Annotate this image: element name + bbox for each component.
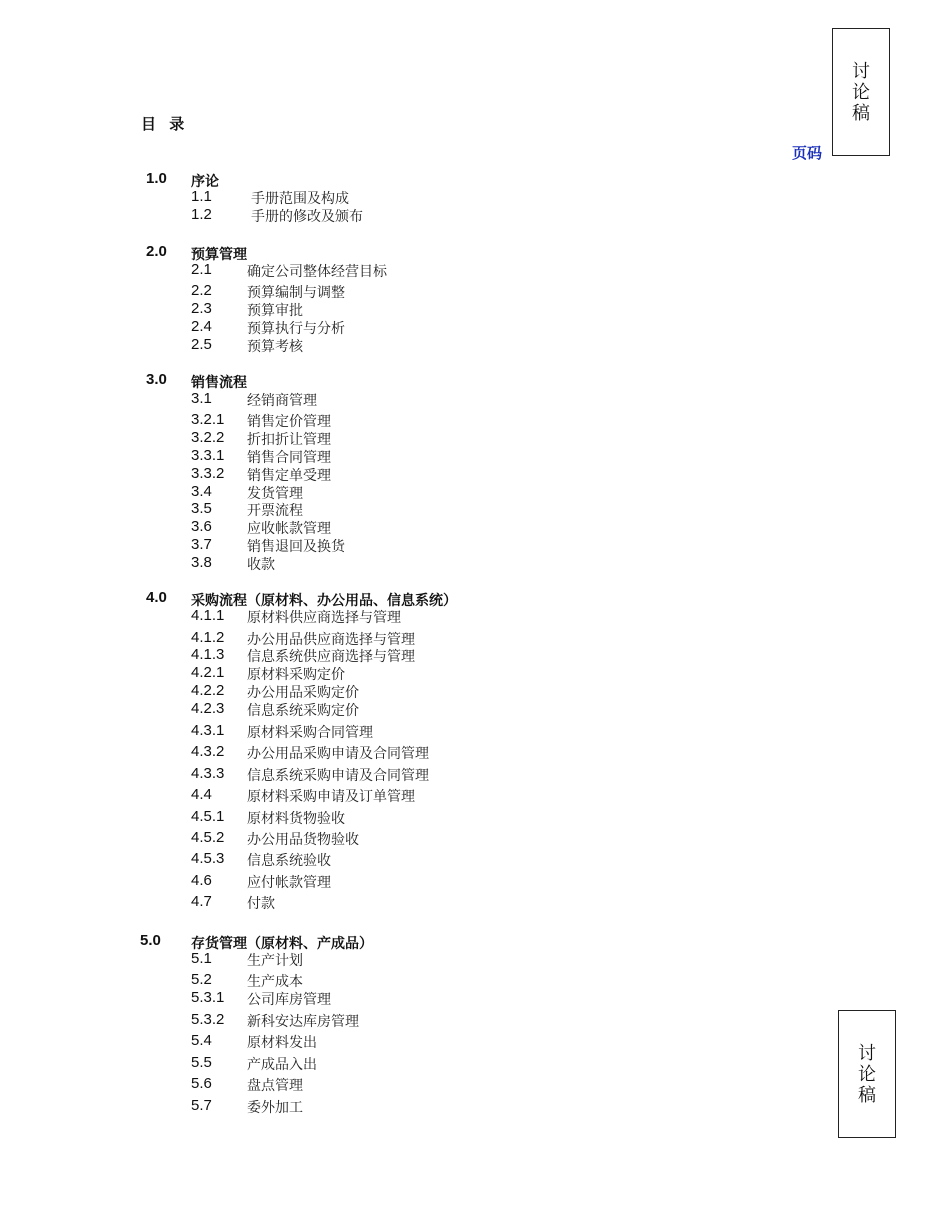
- entry-number: 2.2: [191, 282, 212, 299]
- entry-number: 5.3.1: [191, 989, 225, 1006]
- entry-number: 5.2: [191, 971, 212, 988]
- entry-number: 4.5.1: [191, 808, 225, 825]
- entry-label: 应收帐款管理: [247, 521, 331, 537]
- entry-number: 5.4: [191, 1032, 212, 1049]
- entry-number: 4.1.3: [191, 646, 225, 663]
- entry-label: 经销商管理: [247, 393, 317, 409]
- entry-label: 收款: [247, 557, 275, 573]
- entry-number: 5.6: [191, 1075, 212, 1092]
- entry-number: 3.3.2: [191, 465, 225, 482]
- draft-stamp-bottom: [838, 1010, 896, 1138]
- section-number: 2.0: [146, 243, 167, 260]
- section-title: 预算管理: [191, 247, 247, 263]
- entry-label: 生产成本: [247, 974, 303, 990]
- entry-label: 销售定单受理: [247, 468, 331, 484]
- entry-label: 生产计划: [247, 953, 303, 969]
- entry-label: 预算审批: [247, 303, 303, 319]
- section-number: 4.0: [146, 589, 167, 606]
- entry-number: 4.2.3: [191, 700, 225, 717]
- section-title: 存货管理（原材料、产成品）: [191, 936, 373, 952]
- entry-label: 公司库房管理: [247, 992, 331, 1008]
- entry-number: 4.5.3: [191, 850, 225, 867]
- entry-label: 销售退回及换货: [247, 539, 345, 555]
- entry-number: 4.3.2: [191, 743, 225, 760]
- entry-number: 4.2.2: [191, 682, 225, 699]
- entry-label: 预算编制与调整: [247, 285, 345, 301]
- entry-number: 4.1.1: [191, 607, 225, 624]
- entry-number: 1.1: [191, 188, 212, 205]
- entry-number: 3.6: [191, 518, 212, 535]
- entry-number: 2.4: [191, 318, 212, 335]
- entry-number: 4.3.1: [191, 722, 225, 739]
- section-number: 5.0: [140, 932, 161, 949]
- entry-number: 2.5: [191, 336, 212, 353]
- entry-label: 办公用品采购定价: [247, 685, 359, 701]
- entry-number: 4.5.2: [191, 829, 225, 846]
- entry-number: 4.3.3: [191, 765, 225, 782]
- stamp-char: 论: [858, 1063, 876, 1085]
- entry-number: 2.3: [191, 300, 212, 317]
- entry-number: 4.1.2: [191, 629, 225, 646]
- entry-number: 2.1: [191, 261, 212, 278]
- entry-label: 预算执行与分析: [247, 321, 345, 337]
- entry-number: 3.2.1: [191, 411, 225, 428]
- entry-label: 办公用品采购申请及合同管理: [247, 746, 429, 762]
- entry-number: 5.1: [191, 950, 212, 967]
- entry-number: 3.3.1: [191, 447, 225, 464]
- entry-number: 4.6: [191, 872, 212, 889]
- entry-number: 1.2: [191, 206, 212, 223]
- entry-label: 销售合同管理: [247, 450, 331, 466]
- draft-stamp-top: [832, 28, 890, 156]
- entry-number: 3.8: [191, 554, 212, 571]
- entry-label: 手册范围及构成: [251, 191, 349, 207]
- entry-label: 原材料采购合同管理: [247, 725, 373, 741]
- entry-label: 盘点管理: [247, 1078, 303, 1094]
- entry-label: 确定公司整体经营目标: [247, 264, 387, 280]
- section-number: 3.0: [146, 371, 167, 388]
- entry-number: 5.5: [191, 1054, 212, 1071]
- entry-label: 原材料货物验收: [247, 811, 345, 827]
- entry-number: 4.2.1: [191, 664, 225, 681]
- entry-label: 折扣折让管理: [247, 432, 331, 448]
- entry-number: 4.7: [191, 893, 212, 910]
- entry-label: 应付帐款管理: [247, 875, 331, 891]
- page-number-header: 页码: [792, 144, 823, 162]
- entry-number: 5.7: [191, 1097, 212, 1114]
- entry-label: 原材料发出: [247, 1035, 317, 1051]
- entry-number: 3.4: [191, 483, 212, 500]
- entry-number: 3.5: [191, 500, 212, 517]
- entry-label: 手册的修改及颁布: [251, 209, 363, 225]
- entry-label: 委外加工: [247, 1100, 303, 1116]
- entry-label: 信息系统采购定价: [247, 703, 359, 719]
- section-title: 序论: [191, 174, 219, 190]
- entry-number: 3.1: [191, 390, 212, 407]
- stamp-char: 讨: [858, 1042, 876, 1064]
- entry-number: 5.3.2: [191, 1011, 225, 1028]
- section-number: 1.0: [146, 170, 167, 187]
- entry-number: 4.4: [191, 786, 212, 803]
- stamp-char: 稿: [852, 102, 870, 124]
- entry-label: 付款: [247, 896, 275, 912]
- entry-label: 原材料采购定价: [247, 667, 345, 683]
- toc-title: 目 录: [141, 115, 189, 133]
- entry-label: 开票流程: [247, 503, 303, 519]
- entry-label: 办公用品供应商选择与管理: [247, 632, 415, 648]
- entry-label: 销售定价管理: [247, 414, 331, 430]
- stamp-char: 论: [852, 81, 870, 103]
- stamp-char: 讨: [852, 60, 870, 82]
- section-title: 销售流程: [191, 375, 247, 391]
- entry-label: 预算考核: [247, 339, 303, 355]
- entry-label: 新科安达库房管理: [247, 1014, 359, 1030]
- section-title: 采购流程（原材料、办公用品、信息系统）: [191, 593, 457, 609]
- entry-number: 3.7: [191, 536, 212, 553]
- entry-label: 原材料采购申请及订单管理: [247, 789, 415, 805]
- entry-number: 3.2.2: [191, 429, 225, 446]
- entry-label: 信息系统采购申请及合同管理: [247, 768, 429, 784]
- entry-label: 产成品入出: [247, 1057, 317, 1073]
- entry-label: 信息系统供应商选择与管理: [247, 649, 415, 665]
- entry-label: 信息系统验收: [247, 853, 331, 869]
- stamp-char: 稿: [858, 1084, 876, 1106]
- entry-label: 原材料供应商选择与管理: [247, 610, 401, 626]
- entry-label: 办公用品货物验收: [247, 832, 359, 848]
- entry-label: 发货管理: [247, 486, 303, 502]
